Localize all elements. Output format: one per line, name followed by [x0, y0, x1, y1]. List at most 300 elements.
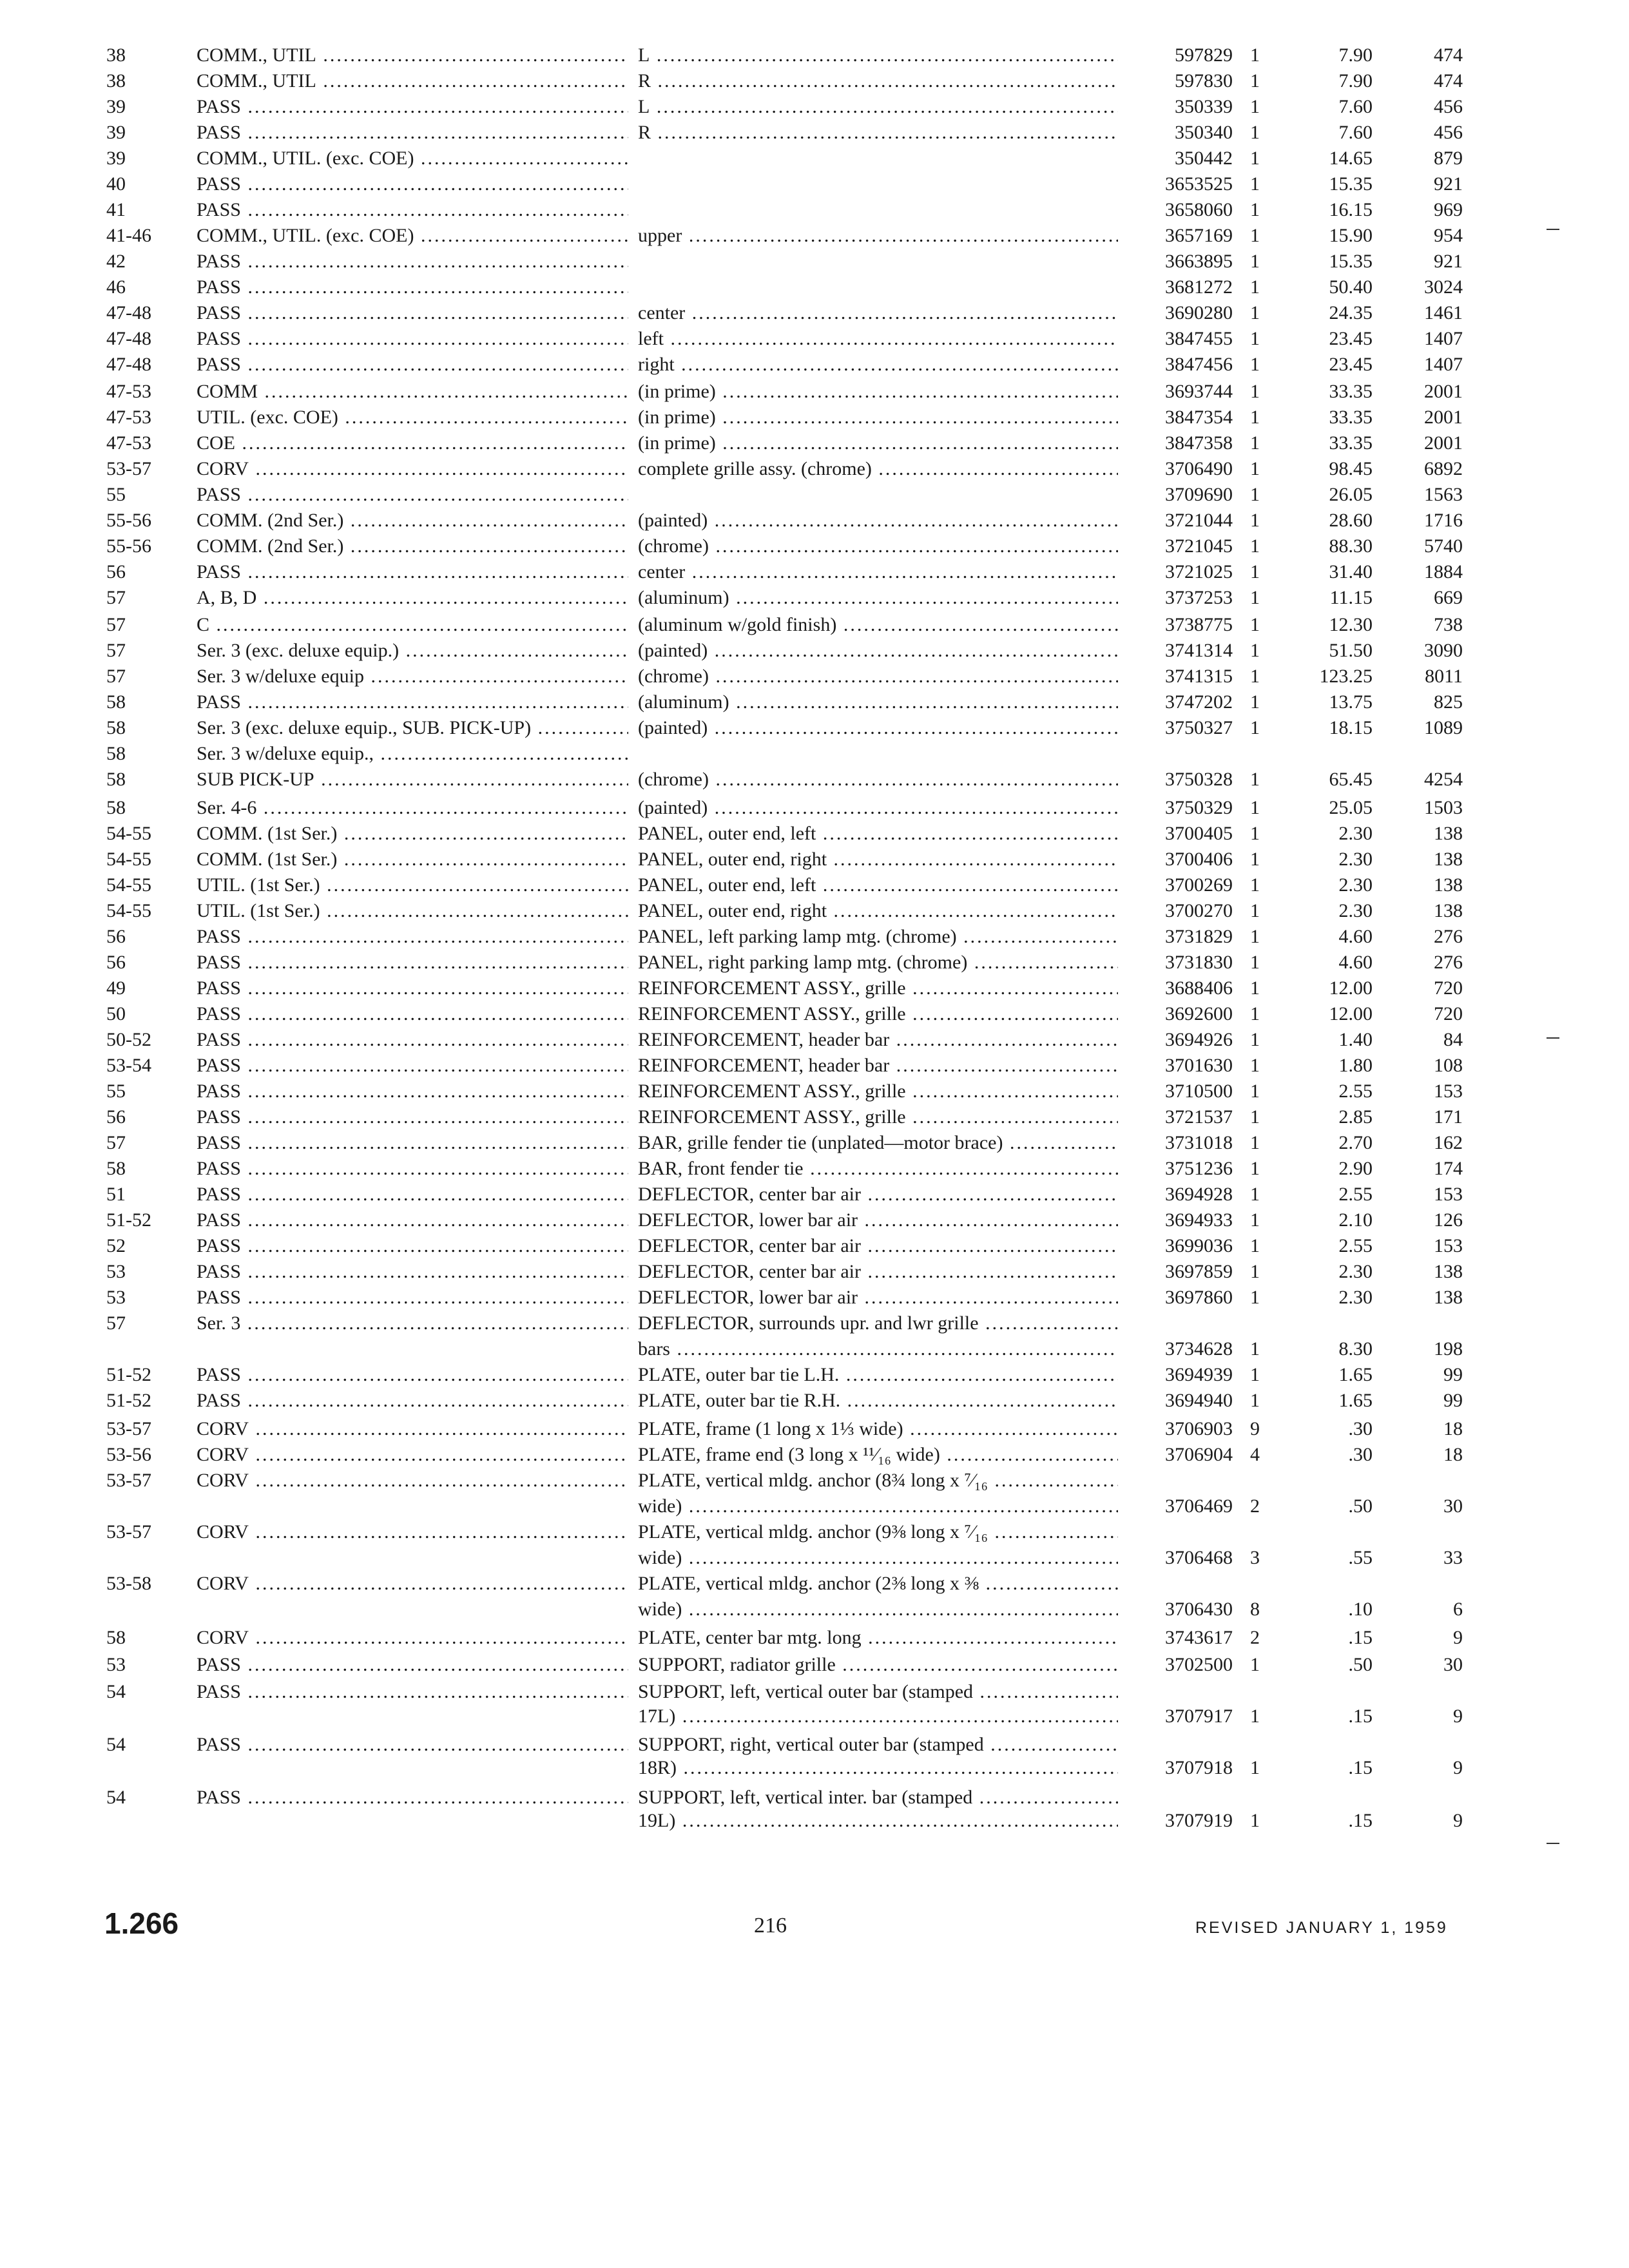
year-cell: 53: [106, 1287, 126, 1308]
part-number-cell: 3658060: [1165, 199, 1233, 220]
model-cell: PASS .....: [197, 1286, 628, 1309]
description-cell: REINFORCEMENT ASSY., grille .....: [638, 1003, 1118, 1026]
model-cell: PASS .....: [197, 1028, 628, 1052]
model-cell: PASS .....: [197, 95, 628, 119]
description-cell: PANEL, outer end, left .....: [638, 822, 1118, 845]
price-cell: .55: [1348, 1547, 1373, 1568]
part-number-cell: 3707919: [1165, 1810, 1233, 1831]
model-cell: PASS .....: [197, 173, 628, 196]
price-cell: 2.55: [1338, 1184, 1373, 1205]
part-number-cell: 3699036: [1165, 1235, 1233, 1256]
part-number-cell: 3721044: [1165, 510, 1233, 531]
description-cell: (painted) .....: [638, 716, 1118, 740]
quantity-cell: 1: [1250, 1810, 1260, 1831]
model-cell: CORV .....: [197, 1443, 628, 1466]
year-cell: 58: [106, 717, 126, 738]
model-cell: PASS .....: [197, 483, 628, 506]
quantity-cell: 1: [1250, 614, 1260, 635]
description-cell: PLATE, frame end (3 long x ¹¹⁄₁₆ wide) .....: [638, 1443, 1118, 1466]
quantity-cell: 1: [1250, 44, 1260, 66]
weight-cell: 825: [1434, 691, 1463, 713]
description-cell: REINFORCEMENT ASSY., grille .....: [638, 977, 1118, 1000]
price-cell: 2.30: [1338, 900, 1373, 921]
quantity-cell: 1: [1250, 276, 1260, 298]
part-number-cell: 3707918: [1165, 1757, 1233, 1778]
model-cell: SUB PICK-UP .....: [197, 768, 628, 791]
price-cell: 88.30: [1329, 535, 1373, 557]
price-cell: 11.15: [1329, 587, 1373, 608]
margin-mark: [1547, 1843, 1559, 1844]
model-cell: PASS .....: [197, 1003, 628, 1026]
model-cell: COE .....: [197, 432, 628, 455]
price-cell: 13.75: [1329, 691, 1373, 713]
weight-cell: 921: [1434, 251, 1463, 272]
description-cell: left .....: [638, 327, 1118, 351]
quantity-cell: 1: [1250, 926, 1260, 947]
description-cell: (aluminum) .....: [638, 691, 1118, 714]
description-cell: DEFLECTOR, lower bar air .....: [638, 1286, 1118, 1309]
year-cell: 55-56: [106, 535, 151, 557]
weight-cell: 138: [1434, 1287, 1463, 1308]
price-cell: 1.80: [1338, 1055, 1373, 1076]
weight-cell: 456: [1434, 96, 1463, 117]
year-cell: 41: [106, 199, 126, 220]
year-cell: 51-52: [106, 1364, 151, 1385]
year-cell: 53-57: [106, 1470, 151, 1491]
year-cell: 47-53: [106, 432, 151, 454]
description-cell: SUPPORT, radiator grille .....: [638, 1653, 1118, 1677]
year-cell: 58: [106, 1627, 126, 1648]
part-number-cell: 3706490: [1165, 458, 1233, 479]
weight-cell: 198: [1434, 1338, 1463, 1360]
year-cell: 50: [106, 1003, 126, 1024]
model-cell: Ser. 3 w/deluxe equip., .....: [197, 742, 628, 765]
model-cell: PASS .....: [197, 691, 628, 714]
year-cell: 53-57: [106, 1418, 151, 1439]
year-cell: 53-56: [106, 1444, 151, 1465]
part-number-cell: 3706430: [1165, 1599, 1233, 1620]
description-cell: R .....: [638, 121, 1118, 144]
year-cell: 42: [106, 251, 126, 272]
price-cell: 12.00: [1329, 977, 1373, 999]
year-cell: 47-48: [106, 302, 151, 323]
year-cell: 54: [106, 1734, 126, 1755]
part-number-cell: 3743617: [1165, 1627, 1233, 1648]
description-cell: 19L) .....: [638, 1809, 1118, 1832]
year-cell: 54: [106, 1787, 126, 1808]
description-cell: REINFORCEMENT ASSY., grille .....: [638, 1080, 1118, 1103]
year-cell: 47-53: [106, 381, 151, 402]
model-cell: PASS .....: [197, 1183, 628, 1206]
weight-cell: 276: [1434, 926, 1463, 947]
weight-cell: 879: [1434, 148, 1463, 169]
price-cell: 4.60: [1338, 926, 1373, 947]
part-number-cell: 3688406: [1165, 977, 1233, 999]
weight-cell: 9: [1453, 1627, 1463, 1648]
weight-cell: 171: [1434, 1106, 1463, 1128]
weight-cell: 99: [1443, 1390, 1463, 1411]
price-cell: 2.85: [1338, 1106, 1373, 1128]
quantity-cell: 1: [1250, 1106, 1260, 1128]
description-cell: DEFLECTOR, lower bar air .....: [638, 1209, 1118, 1232]
year-cell: 52: [106, 1235, 126, 1256]
part-number-cell: 3709690: [1165, 484, 1233, 505]
description-cell: DEFLECTOR, center bar air .....: [638, 1260, 1118, 1283]
price-cell: 15.90: [1329, 225, 1373, 246]
part-number-cell: 3700405: [1165, 823, 1233, 844]
description-cell: (painted) .....: [638, 639, 1118, 662]
quantity-cell: 1: [1250, 666, 1260, 687]
price-cell: 7.60: [1338, 96, 1373, 117]
year-cell: 47-48: [106, 328, 151, 349]
part-number-cell: 3697859: [1165, 1261, 1233, 1282]
description-cell: REINFORCEMENT ASSY., grille .....: [638, 1106, 1118, 1129]
price-cell: 2.30: [1338, 849, 1373, 870]
part-number-cell: 3694926: [1165, 1029, 1233, 1050]
description-cell: 18R) .....: [638, 1756, 1118, 1780]
model-cell: Ser. 3 w/deluxe equip .....: [197, 665, 628, 688]
model-cell: CORV .....: [197, 1572, 628, 1595]
weight-cell: 474: [1434, 44, 1463, 66]
model-cell: Ser. 3 (exc. deluxe equip., SUB. PICK-UP) .....: [197, 716, 628, 740]
quantity-cell: 1: [1250, 1081, 1260, 1102]
price-cell: 2.10: [1338, 1209, 1373, 1231]
description-cell: (chrome) .....: [638, 665, 1118, 688]
margin-mark: [1547, 229, 1559, 230]
description-cell: PLATE, frame (1 long x 1⅓ wide) .....: [638, 1418, 1118, 1441]
quantity-cell: 1: [1250, 199, 1260, 220]
quantity-cell: 1: [1250, 407, 1260, 428]
weight-cell: 1461: [1424, 302, 1463, 323]
weight-cell: 138: [1434, 1261, 1463, 1282]
price-cell: 26.05: [1329, 484, 1373, 505]
weight-cell: 18: [1443, 1418, 1463, 1439]
model-cell: PASS .....: [197, 302, 628, 325]
price-cell: 2.30: [1338, 823, 1373, 844]
quantity-cell: 4: [1250, 1444, 1260, 1465]
part-number-cell: 3707917: [1165, 1706, 1233, 1727]
year-cell: 58: [106, 743, 126, 764]
weight-cell: 1503: [1424, 797, 1463, 818]
weight-cell: 954: [1434, 225, 1463, 246]
model-cell: PASS .....: [197, 1054, 628, 1077]
description-cell: REINFORCEMENT, header bar .....: [638, 1054, 1118, 1077]
year-cell: 57: [106, 1132, 126, 1153]
price-cell: 31.40: [1329, 561, 1373, 582]
model-cell: PASS .....: [197, 1786, 628, 1809]
quantity-cell: 1: [1250, 1158, 1260, 1179]
weight-cell: 108: [1434, 1055, 1463, 1076]
part-number-cell: 3694933: [1165, 1209, 1233, 1231]
price-cell: 4.60: [1338, 952, 1373, 973]
quantity-cell: 1: [1250, 148, 1260, 169]
quantity-cell: 1: [1250, 1390, 1260, 1411]
model-cell: CORV .....: [197, 1469, 628, 1492]
part-number-cell: 3657169: [1165, 225, 1233, 246]
part-number-cell: 3750327: [1165, 717, 1233, 738]
weight-cell: 969: [1434, 199, 1463, 220]
price-cell: .50: [1348, 1495, 1373, 1517]
year-cell: 53-57: [106, 1521, 151, 1542]
description-cell: DEFLECTOR, center bar air .....: [638, 1235, 1118, 1258]
year-cell: 57: [106, 587, 126, 608]
weight-cell: 18: [1443, 1444, 1463, 1465]
quantity-cell: 1: [1250, 225, 1260, 246]
quantity-cell: 1: [1250, 381, 1260, 402]
quantity-cell: 1: [1250, 691, 1260, 713]
part-number-cell: 3731830: [1165, 952, 1233, 973]
description-cell: right .....: [638, 353, 1118, 376]
quantity-cell: 2: [1250, 1495, 1260, 1517]
part-number-cell: 3710500: [1165, 1081, 1233, 1102]
model-cell: CORV .....: [197, 1521, 628, 1544]
part-number-cell: 3663895: [1165, 251, 1233, 272]
model-cell: PASS .....: [197, 1131, 628, 1155]
weight-cell: 3024: [1424, 276, 1463, 298]
year-cell: 57: [106, 614, 126, 635]
description-cell: SUPPORT, left, vertical inter. bar (stamped .....: [638, 1786, 1118, 1809]
weight-cell: 9: [1453, 1757, 1463, 1778]
weight-cell: 1716: [1424, 510, 1463, 531]
price-cell: 24.35: [1329, 302, 1373, 323]
weight-cell: 1089: [1424, 717, 1463, 738]
description-cell: PLATE, vertical mldg. anchor (9⅜ long x ⁷⁄₁₆ .....: [638, 1521, 1118, 1544]
weight-cell: 138: [1434, 874, 1463, 896]
year-cell: 54-55: [106, 900, 151, 921]
description-cell: wide) .....: [638, 1495, 1118, 1518]
model-cell: UTIL. (1st Ser.) .....: [197, 899, 628, 923]
weight-cell: 5740: [1424, 535, 1463, 557]
quantity-cell: 2: [1250, 1627, 1260, 1648]
part-number-cell: 597830: [1175, 70, 1233, 91]
description-cell: PANEL, outer end, left .....: [638, 874, 1118, 897]
model-cell: Ser. 4-6 .....: [197, 796, 628, 820]
part-number-cell: 350442: [1175, 148, 1233, 169]
year-cell: 40: [106, 173, 126, 195]
description-cell: (in prime) .....: [638, 380, 1118, 403]
description-cell: (painted) .....: [638, 509, 1118, 532]
quantity-cell: 1: [1250, 717, 1260, 738]
description-cell: bars .....: [638, 1338, 1118, 1361]
part-number-cell: 3741314: [1165, 640, 1233, 661]
price-cell: 1.40: [1338, 1029, 1373, 1050]
weight-cell: 921: [1434, 173, 1463, 195]
price-cell: 51.50: [1329, 640, 1373, 661]
year-cell: 51-52: [106, 1209, 151, 1231]
model-cell: COMM., UTIL .....: [197, 70, 628, 93]
part-number-cell: 350340: [1175, 122, 1233, 143]
price-cell: .10: [1348, 1599, 1373, 1620]
model-cell: PASS .....: [197, 1653, 628, 1677]
year-cell: 51-52: [106, 1390, 151, 1411]
year-cell: 53: [106, 1261, 126, 1282]
weight-cell: 669: [1434, 587, 1463, 608]
price-cell: 12.30: [1329, 614, 1373, 635]
description-cell: DEFLECTOR, center bar air .....: [638, 1183, 1118, 1206]
weight-cell: 738: [1434, 614, 1463, 635]
model-cell: PASS .....: [197, 1157, 628, 1180]
year-cell: 38: [106, 44, 126, 66]
part-number-cell: 3706469: [1165, 1495, 1233, 1517]
page-identifier: 1.266: [104, 1907, 179, 1940]
part-number-cell: 3731829: [1165, 926, 1233, 947]
quantity-cell: 1: [1250, 1055, 1260, 1076]
year-cell: 46: [106, 276, 126, 298]
quantity-cell: 1: [1250, 302, 1260, 323]
description-cell: center .....: [638, 561, 1118, 584]
price-cell: 7.60: [1338, 122, 1373, 143]
weight-cell: 33: [1443, 1547, 1463, 1568]
description-cell: PANEL, outer end, right .....: [638, 848, 1118, 871]
model-cell: Ser. 3 (exc. deluxe equip.) .....: [197, 639, 628, 662]
price-cell: 8.30: [1338, 1338, 1373, 1360]
page-number: 216: [754, 1914, 787, 1937]
part-number-cell: 3750328: [1165, 769, 1233, 790]
model-cell: PASS .....: [197, 1733, 628, 1756]
price-cell: 2.55: [1338, 1081, 1373, 1102]
part-number-cell: 3738775: [1165, 614, 1233, 635]
price-cell: .15: [1348, 1627, 1373, 1648]
description-cell: PLATE, outer bar tie L.H. .....: [638, 1363, 1118, 1387]
model-cell: PASS .....: [197, 977, 628, 1000]
quantity-cell: 1: [1250, 173, 1260, 195]
part-number-cell: 3681272: [1165, 276, 1233, 298]
price-cell: 25.05: [1329, 797, 1373, 818]
model-cell: CORV .....: [197, 1418, 628, 1441]
weight-cell: 138: [1434, 849, 1463, 870]
description-cell: (painted) .....: [638, 796, 1118, 820]
model-cell: PASS .....: [197, 1260, 628, 1283]
weight-cell: 153: [1434, 1184, 1463, 1205]
part-number-cell: 3694940: [1165, 1390, 1233, 1411]
part-number-cell: 3694939: [1165, 1364, 1233, 1385]
quantity-cell: 1: [1250, 484, 1260, 505]
price-cell: 14.65: [1329, 148, 1373, 169]
year-cell: 47-48: [106, 354, 151, 375]
year-cell: 57: [106, 666, 126, 687]
model-cell: PASS .....: [197, 1106, 628, 1129]
description-cell: SUPPORT, left, vertical outer bar (stamped .....: [638, 1680, 1118, 1704]
price-cell: 2.30: [1338, 874, 1373, 896]
description-cell: complete grille assy. (chrome) .....: [638, 457, 1118, 481]
model-cell: PASS .....: [197, 1363, 628, 1387]
year-cell: 49: [106, 977, 126, 999]
price-cell: 50.40: [1329, 276, 1373, 298]
description-cell: (in prime) .....: [638, 406, 1118, 429]
price-cell: .15: [1348, 1706, 1373, 1727]
price-cell: 18.15: [1329, 717, 1373, 738]
quantity-cell: 1: [1250, 561, 1260, 582]
description-cell: wide) .....: [638, 1598, 1118, 1621]
quantity-cell: 1: [1250, 458, 1260, 479]
part-number-cell: 3847358: [1165, 432, 1233, 454]
description-cell: (aluminum w/gold finish) .....: [638, 613, 1118, 637]
year-cell: 53: [106, 1654, 126, 1675]
weight-cell: 162: [1434, 1132, 1463, 1153]
part-number-cell: 3721045: [1165, 535, 1233, 557]
year-cell: 58: [106, 797, 126, 818]
year-cell: 53-57: [106, 458, 151, 479]
price-cell: .15: [1348, 1757, 1373, 1778]
quantity-cell: 1: [1250, 900, 1260, 921]
year-cell: 54-55: [106, 874, 151, 896]
price-cell: 15.35: [1329, 251, 1373, 272]
year-cell: 58: [106, 769, 126, 790]
weight-cell: 138: [1434, 900, 1463, 921]
year-cell: 53-54: [106, 1055, 151, 1076]
weight-cell: 99: [1443, 1364, 1463, 1385]
year-cell: 55: [106, 1081, 126, 1102]
year-cell: 41-46: [106, 225, 151, 246]
quantity-cell: 1: [1250, 1338, 1260, 1360]
part-number-cell: 3734628: [1165, 1338, 1233, 1360]
quantity-cell: 1: [1250, 96, 1260, 117]
weight-cell: 2001: [1424, 432, 1463, 454]
model-cell: CORV .....: [197, 457, 628, 481]
part-number-cell: 3750329: [1165, 797, 1233, 818]
model-cell: COMM .....: [197, 380, 628, 403]
quantity-cell: 1: [1250, 769, 1260, 790]
weight-cell: 2001: [1424, 381, 1463, 402]
description-cell: L .....: [638, 44, 1118, 67]
weight-cell: 2001: [1424, 407, 1463, 428]
part-number-cell: 3847354: [1165, 407, 1233, 428]
part-number-cell: 3731018: [1165, 1132, 1233, 1153]
model-cell: PASS .....: [197, 198, 628, 222]
year-cell: 57: [106, 640, 126, 661]
price-cell: 23.45: [1329, 354, 1373, 375]
model-cell: PASS .....: [197, 1209, 628, 1232]
model-cell: UTIL. (exc. COE) .....: [197, 406, 628, 429]
model-cell: C .....: [197, 613, 628, 637]
part-number-cell: 3694928: [1165, 1184, 1233, 1205]
quantity-cell: 1: [1250, 1029, 1260, 1050]
model-cell: PASS .....: [197, 327, 628, 351]
price-cell: 2.30: [1338, 1261, 1373, 1282]
quantity-cell: 1: [1250, 1654, 1260, 1675]
model-cell: PASS .....: [197, 250, 628, 273]
price-cell: 28.60: [1329, 510, 1373, 531]
part-number-cell: 3706903: [1165, 1418, 1233, 1439]
model-cell: PASS .....: [197, 353, 628, 376]
model-cell: A, B, D .....: [197, 586, 628, 610]
weight-cell: 720: [1434, 977, 1463, 999]
quantity-cell: 1: [1250, 977, 1260, 999]
quantity-cell: 1: [1250, 1184, 1260, 1205]
weight-cell: 720: [1434, 1003, 1463, 1024]
weight-cell: 6892: [1424, 458, 1463, 479]
price-cell: 2.30: [1338, 1287, 1373, 1308]
price-cell: 33.35: [1329, 432, 1373, 454]
description-cell: PLATE, outer bar tie R.H. .....: [638, 1389, 1118, 1412]
part-number-cell: 3706904: [1165, 1444, 1233, 1465]
quantity-cell: 1: [1250, 849, 1260, 870]
quantity-cell: 1: [1250, 122, 1260, 143]
model-cell: PASS .....: [197, 1080, 628, 1103]
description-cell: REINFORCEMENT, header bar .....: [638, 1028, 1118, 1052]
year-cell: 58: [106, 1158, 126, 1179]
weight-cell: 153: [1434, 1081, 1463, 1102]
price-cell: .30: [1348, 1418, 1373, 1439]
part-number-cell: 3741315: [1165, 666, 1233, 687]
quantity-cell: 1: [1250, 1209, 1260, 1231]
price-cell: 16.15: [1329, 199, 1373, 220]
weight-cell: 1563: [1424, 484, 1463, 505]
model-cell: PASS .....: [197, 951, 628, 974]
quantity-cell: 9: [1250, 1418, 1260, 1439]
quantity-cell: 1: [1250, 328, 1260, 349]
description-cell: DEFLECTOR, surrounds upr. and lwr grille .....: [638, 1312, 1118, 1335]
